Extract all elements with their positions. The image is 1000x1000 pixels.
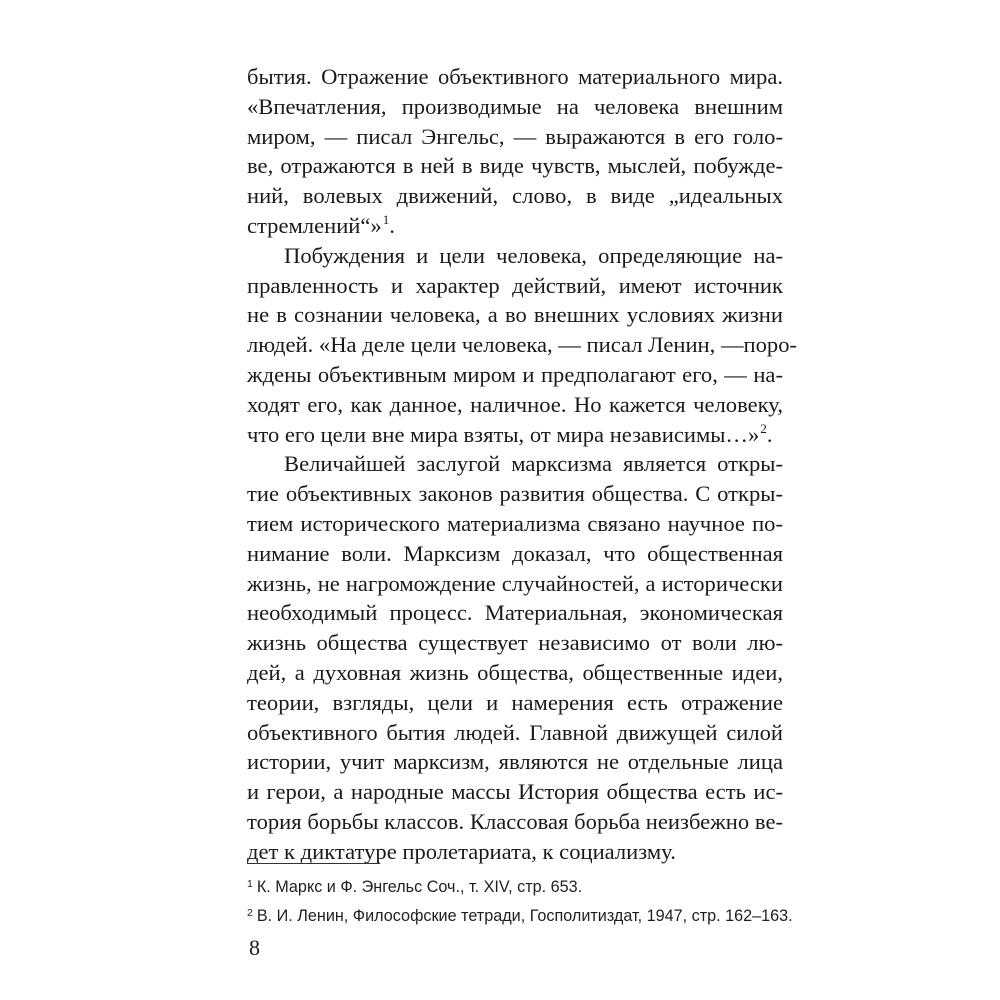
text-line: тория борьбы классов. Классовая борьба неизбежно ве- — [247, 808, 783, 834]
text-line: тием исторического материализма связано научное по- — [247, 510, 783, 536]
paragraph-2 — [247, 241, 798, 450]
text-line — [247, 420, 783, 450]
text-line: правленность и характер действий, имеют источник — [247, 272, 783, 298]
text-line-content: что его цели вне мира взяты, от мира независимы…» — [247, 421, 760, 447]
text-line: объективного бытия людей. Главной движущей силой — [247, 719, 783, 745]
footnote-text: В. И. Ленин, Философские тетради, Госполитиздат, 1947, стр. 162–163. — [256, 907, 793, 925]
footnote-reference-1: 1 — [382, 211, 390, 227]
text-line-content: стремлений“» — [247, 212, 382, 238]
text-line: миром, — писал Энгельс, — выражаются в его голо- — [247, 123, 783, 149]
text-line: тие объективных законов развития общества. С откры- — [247, 481, 783, 507]
text-line: жизнь общества существует независимо от воли лю- — [247, 630, 783, 656]
trailing-punctuation: . — [766, 421, 773, 447]
footnote-1 — [247, 873, 807, 902]
trailing-punctuation: . — [389, 212, 395, 238]
text-line: Побуждения и цели человека, определяющие на- — [284, 242, 783, 268]
text-line: и герои, а народные массы История общества есть ис- — [247, 779, 783, 805]
text-line: людей. «На деле цели человека, — писал Ленин, —поро- — [247, 332, 798, 358]
footnote-mark: 2 — [247, 907, 253, 919]
body-text — [247, 62, 798, 867]
text-line: Величайшей заслугой марксизма является откры- — [284, 451, 783, 477]
text-line: необходимый процесс. Материальная, экономическая — [247, 600, 783, 626]
footnote-reference-2: 2 — [760, 420, 767, 436]
footnote-2 — [247, 902, 807, 931]
text-line: дет к диктатуре пролетариата, к социализму. — [247, 838, 676, 864]
footnote-text: К. Маркс и Ф. Энгельс Соч., т. XIV, стр. 653. — [256, 878, 583, 896]
text-line: теории, взгляды, цели и намерения есть отражение — [247, 689, 783, 715]
footnote-separator — [247, 863, 380, 864]
text-line: нимание воли. Марксизм доказал, что общественная — [247, 540, 783, 566]
text-line: не в сознании человека, а во внешних условиях жизни — [247, 302, 783, 328]
page-number: 8 — [249, 935, 260, 960]
paragraph-3 — [247, 449, 783, 866]
text-line: жизнь, не нагромождение случайностей, а исторически — [247, 570, 783, 596]
text-line: ве, отражаются в ней в виде чувств, мыслей, побужде- — [247, 153, 783, 179]
text-line: ждены объективным миром и предполагают его, — на- — [247, 361, 783, 387]
text-line: дей, а духовная жизнь общества, общественные идеи, — [247, 659, 783, 685]
text-line: бытия. Отражение объективного материального мира. — [247, 64, 783, 89]
text-line — [247, 211, 783, 241]
footnotes — [247, 873, 807, 931]
text-line: «Впечатления, производимые на человека внешним — [247, 93, 783, 119]
text-line: ний, волевых движений, слово, в виде „идеальных — [247, 183, 783, 209]
paragraph-1 — [247, 62, 783, 241]
text-line: ходят его, как данное, наличное. Но кажется человеку, — [247, 391, 783, 417]
text-line: истории, учит марксизм, являются не отдельные лица — [247, 749, 783, 775]
footnote-mark: 1 — [247, 878, 253, 890]
